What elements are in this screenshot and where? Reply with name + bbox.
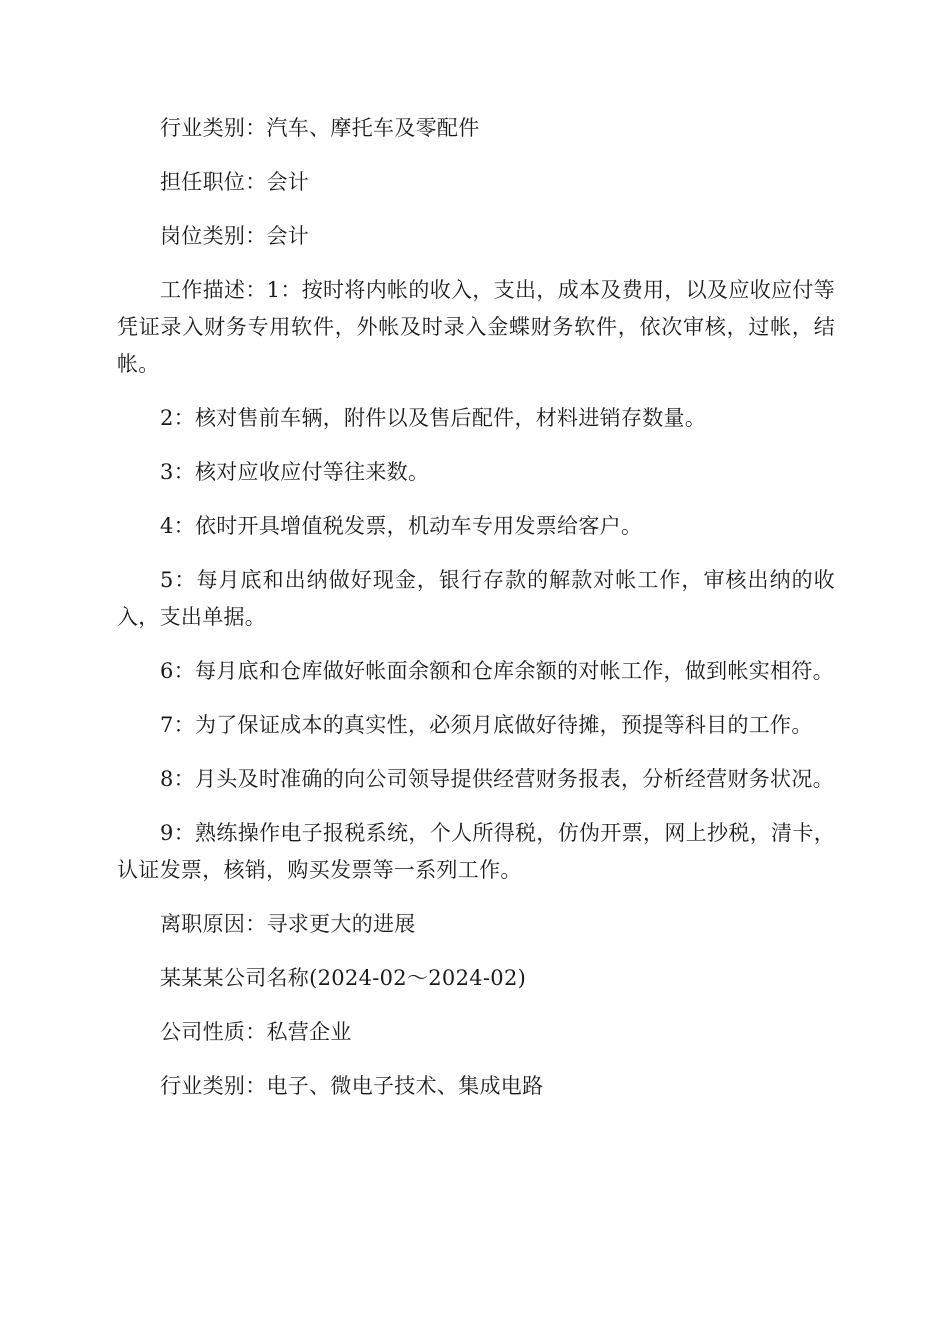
paragraph-industry-2: 行业类别：电子、微电子技术、集成电路 (160, 1074, 544, 1098)
document-page (117, 110, 835, 1122)
paragraph-duty-5: 5：每月底和出纳做好现金，银行存款的解款对帐工作，审核出纳的收入，支出单据。 (117, 568, 835, 629)
paragraph-leave-reason: 离职原因：寻求更大的进展 (160, 912, 416, 936)
paragraph-industry: 行业类别：汽车、摩托车及零配件 (160, 116, 480, 140)
paragraph-duty-2: 2：核对售前车辆，附件以及售后配件，材料进销存数量。 (160, 406, 707, 430)
paragraph-position: 担任职位：会计 (160, 170, 310, 194)
paragraph-duty-4: 4：依时开具增值税发票，机动车专用发票给客户。 (160, 514, 643, 538)
paragraph-duty-8: 8：月头及时准确的向公司领导提供经营财务报表，分析经营财务状况。 (160, 767, 834, 791)
paragraph-company-type: 公司性质：私营企业 (160, 1020, 352, 1044)
paragraph-duty-9: 9：熟练操作电子报税系统，个人所得税，仿伪开票，网上抄税，清卡，认证发票，核销，购买发票等一系列工作。 (117, 821, 835, 882)
paragraph-job-category: 岗位类别：会计 (160, 224, 310, 248)
paragraph-duty-7: 7：为了保证成本的真实性，必须月底做好待摊，预提等科目的工作。 (160, 713, 813, 737)
paragraph-duty-6: 6：每月底和仓库做好帐面余额和仓库余额的对帐工作，做到帐实相符。 (160, 659, 834, 683)
paragraph-company-name: 某某某公司名称(2024-02～2024-02) (160, 966, 527, 990)
paragraph-duty-3: 3：核对应收应付等往来数。 (160, 460, 430, 484)
paragraph-job-description: 工作描述：1：按时将内帐的收入，支出，成本及费用，以及应收应付等凭证录入财务专用软件，外帐及时录入金蝶财务软件，依次审核，过帐，结帐。 (117, 278, 835, 376)
